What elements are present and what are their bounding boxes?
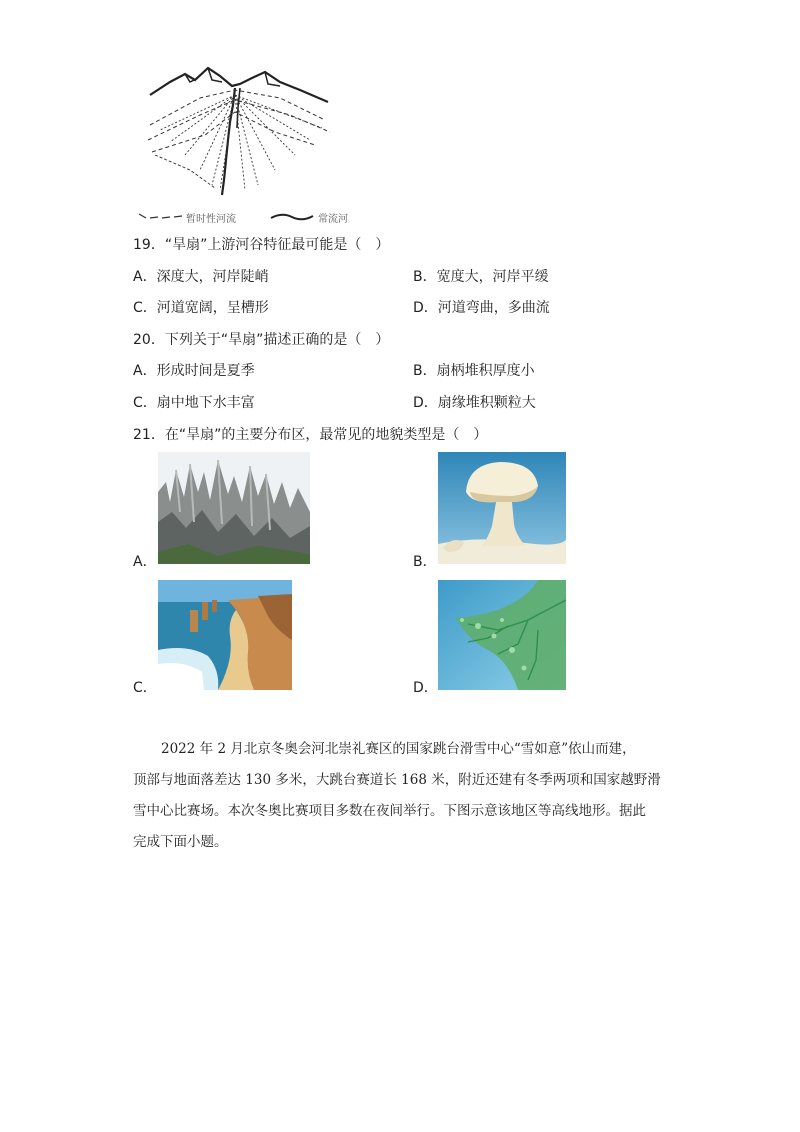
question-21-option-d[interactable]: D．	[413, 680, 438, 696]
question-20-option-b[interactable]: B．扇柄堆积厚度小	[413, 363, 535, 379]
river-delta-satellite-image[interactable]	[438, 580, 566, 690]
alluvial-fan-diagram	[140, 60, 340, 200]
question-21-option-a[interactable]: A．	[133, 554, 157, 570]
question-19-option-b[interactable]: B．宽度大，河岸平缓	[413, 269, 549, 285]
legend-temporary-label: 暂时性河流	[186, 214, 236, 225]
question-20-stem: 20．下列关于“旱扇”描述正确的是（ ）	[133, 332, 390, 348]
question-20-option-d[interactable]: D．扇缘堆积颗粒大	[413, 395, 536, 411]
reading-passage	[133, 734, 661, 858]
question-19-stem: 19．“旱扇”上游河谷特征最可能是（ ）	[133, 237, 390, 253]
coastal-sea-stacks-image[interactable]	[158, 580, 292, 690]
passage-line-3: 雪中心比赛场。本次冬奥比赛项目多数在夜间举行。下图示意该地区等高线地形。据此	[133, 803, 646, 819]
diagram-legend	[138, 210, 378, 226]
fan-sketch	[140, 60, 340, 200]
temporary-river-legend-icon	[138, 212, 184, 222]
question-21-option-c[interactable]: C．	[133, 680, 157, 696]
passage-line-1: 2022 年 2 月北京冬奥会河北崇礼赛区的国家跳台滑雪中心“雪如意”依山而建，	[161, 741, 636, 757]
karst-stone-forest-image[interactable]	[158, 452, 310, 564]
question-19-option-d[interactable]: D．河道弯曲，多曲流	[413, 300, 550, 316]
question-20-option-a[interactable]: A．形成时间是夏季	[133, 363, 255, 379]
legend-permanent-label: 常流河	[318, 214, 348, 225]
passage-line-2: 顶部与地面落差达 130 多米，大跳台赛道长 168 米，附近还建有冬季两项和国家越野滑	[133, 772, 661, 788]
question-19-option-a[interactable]: A．深度大，河岸陡峭	[133, 269, 269, 285]
question-20-option-c[interactable]: C．扇中地下水丰富	[133, 395, 255, 411]
permanent-river-legend-icon	[270, 212, 314, 222]
question-21-stem: 21．在“旱扇”的主要分布区，最常见的地貌类型是（ ）	[133, 427, 488, 443]
question-21-option-b[interactable]: B．	[413, 554, 437, 570]
question-19-option-c[interactable]: C．河道宽阔，呈槽形	[133, 300, 269, 316]
mushroom-rock-image[interactable]	[438, 452, 566, 564]
passage-line-4: 完成下面小题。	[133, 834, 228, 850]
